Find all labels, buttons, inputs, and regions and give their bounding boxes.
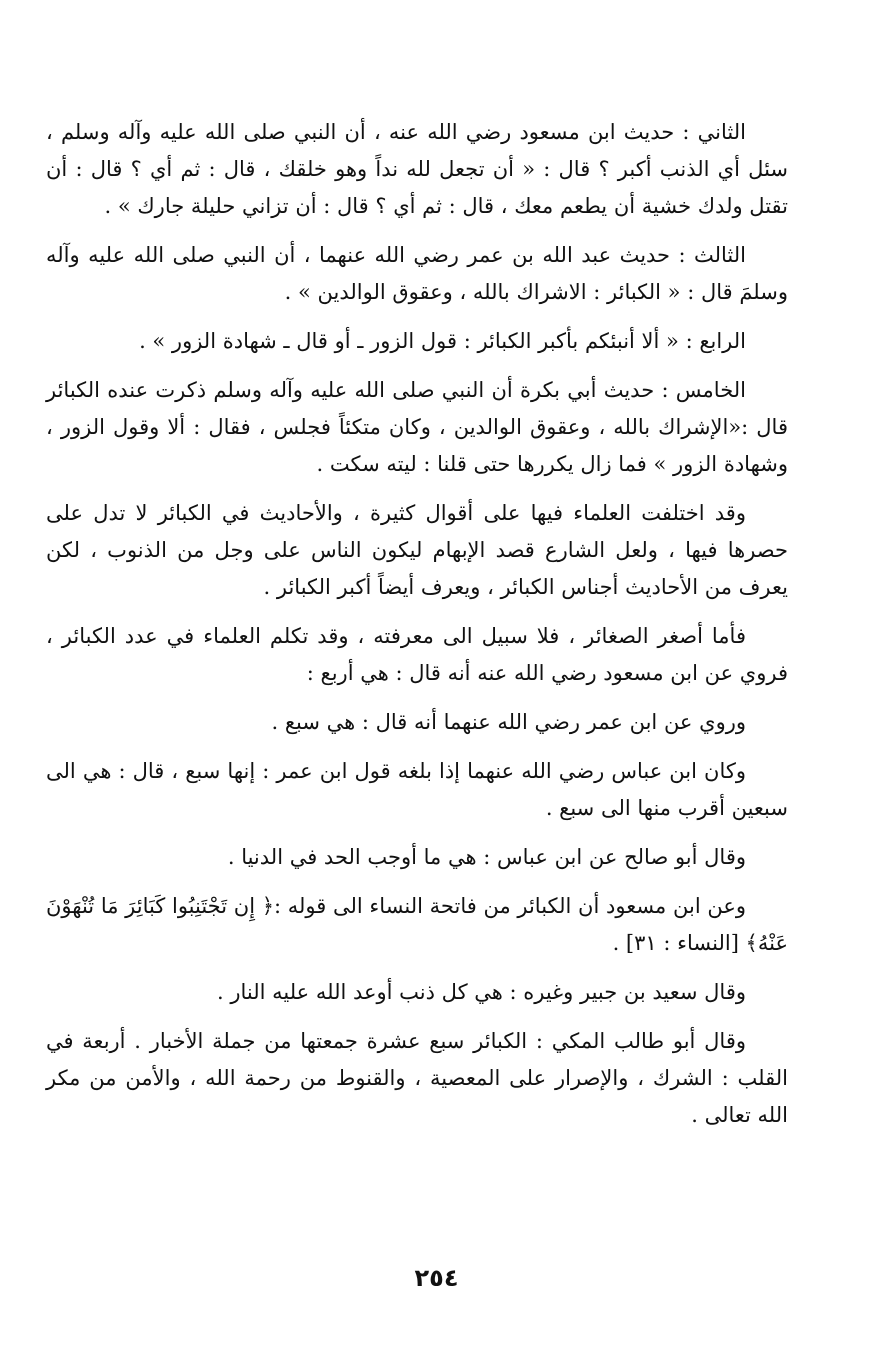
- paragraph-ibn-abbas: وكان ابن عباس رضي الله عنهما إذا بلغه قول ابن عمر : إنها سبع ، قال : هي الى سبعين أقرب منها الى سبع .: [46, 759, 788, 820]
- paragraph-third-hadith: الثالث : حديث عبد الله بن عمر رضي الله عنهما ، أن النبي صلى الله عليه وآله وسلمَ قال : « الكبائر : الاشراك بالله ، وعقوق الوالدين » .: [46, 243, 788, 304]
- paragraph-scholars-differ: وقد اختلفت العلماء فيها على أقوال كثيرة ، والأحاديث في الكبائر لا تدل على حصرها فيها ، ولعل الشارع قصد الإبهام ليكون الناس على وجل من الذنوب ، لكن يعرف من الأحاديث أجناس الكبائر ، ويعرف أيضاً أكبر الكبائر .: [46, 501, 788, 599]
- paragraph-abu-talib-makki: وقال أبو طالب المكي : الكبائر سبع عشرة جمعتها من جملة الأخبار . أربعة في القلب : الشرك ، والإصرار على المعصية ، والقنوط من رحمة الله ، والأمن من مكر الله تعالى .: [46, 1029, 788, 1127]
- paragraph-ibn-umar: وروي عن ابن عمر رضي الله عنهما أنه قال : هي سبع .: [271, 710, 746, 734]
- paragraph-ibn-masud-quran: وعن ابن مسعود أن الكبائر من فاتحة النساء الى قوله :﴿ إِن تَجْتَنِبُوا كَبَائِرَ مَا تُنْهَوْنَ عَنْهُ﴾ [النساء : ٣١] .: [46, 894, 788, 955]
- paragraph-abu-salih: وقال أبو صالح عن ابن عباس : هي ما أوجب الحد في الدنيا .: [227, 845, 746, 869]
- paragraph-said-ibn-jubayr: وقال سعيد بن جبير وغيره : هي كل ذنب أوعد الله عليه النار .: [216, 980, 746, 1004]
- page-number: ٢٥٤: [414, 1264, 459, 1292]
- page-body-text: [46, 114, 788, 1146]
- paragraph-minor-sins: فأما أصغر الصغائر ، فلا سبيل الى معرفته ، وقد تكلم العلماء في عدد الكبائر ، فروي عن ابن مسعود رضي الله عنه أنه قال : هي أربع :: [46, 624, 788, 685]
- paragraph-fourth-hadith: الرابع : « ألا أنبئكم بأكبر الكبائر : قول الزور ـ أو قال ـ شهادة الزور » .: [139, 329, 746, 353]
- paragraph-fifth-hadith: الخامس : حديث أبي بكرة أن النبي صلى الله عليه وآله وسلم ذكرت عنده الكبائر قال :«الإشراك بالله ، وعقوق الوالدين ، وكان متكئاً فجلس ، فقال : ألا وقول الزور ، وشهادة الزور » فما زال يكررها حتى قلنا : ليته سكت .: [46, 378, 788, 476]
- paragraph-second-hadith: الثاني : حديث ابن مسعود رضي الله عنه ، أن النبي صلى الله عليه وآله وسلم ، سئل أي الذنب أكبر ؟ قال : « أن تجعل لله نداً وهو خلقك ، قال : ثم أي ؟ قال : أن تقتل ولدك خشية أن يطعم معك ، قال : ثم أي ؟ قال : أن تزاني حليلة جارك » .: [46, 120, 788, 218]
